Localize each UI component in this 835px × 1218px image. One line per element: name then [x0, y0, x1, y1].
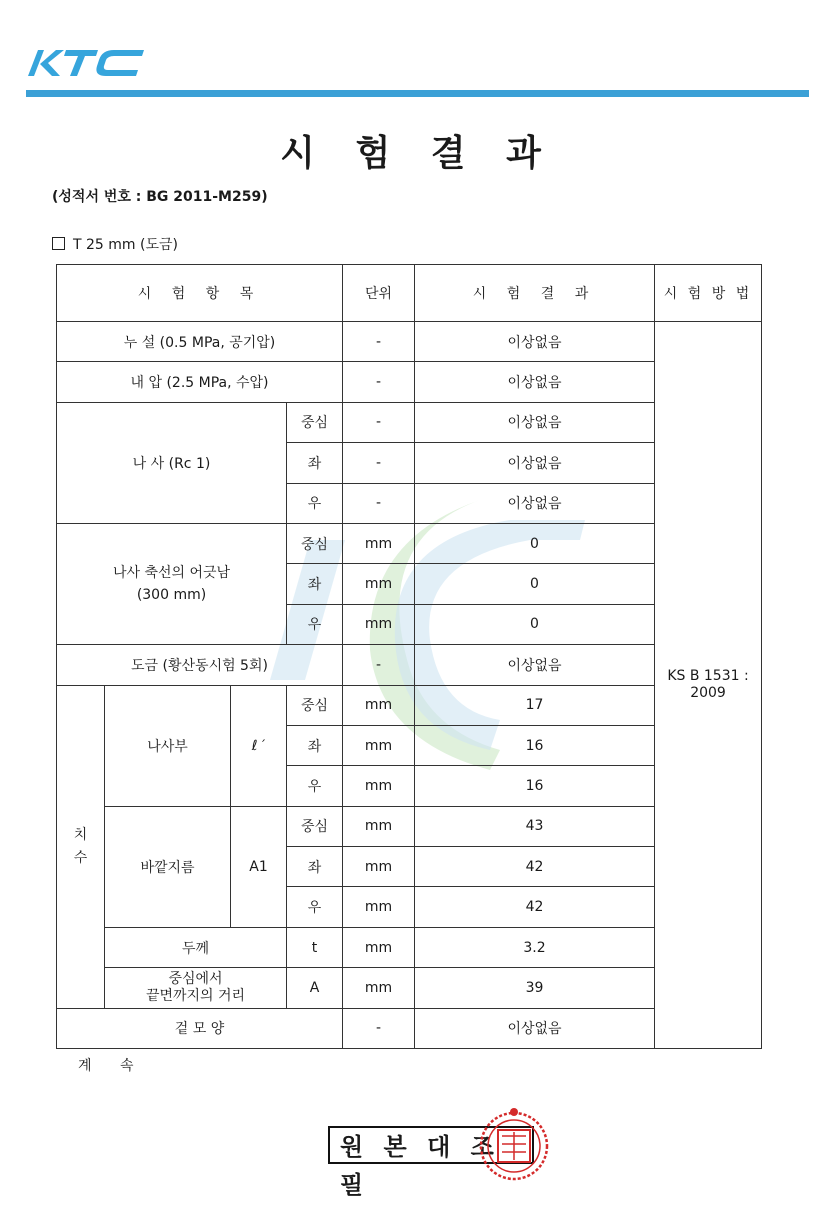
row-label [105, 968, 287, 1008]
row-position: 중심 [287, 685, 343, 725]
row-label-line1: 중심에서 [168, 971, 223, 988]
row-result: 이상없음 [415, 645, 655, 685]
row-unit: mm [343, 564, 415, 604]
row-label: 겉 모 양 [57, 1008, 343, 1048]
group-label: 나 사 (Rc 1) [57, 402, 287, 523]
row-position: 좌 [287, 564, 343, 604]
row-result: 이상없음 [415, 362, 655, 402]
header-method: 시 험 방 법 [655, 265, 762, 322]
row-unit: mm [343, 766, 415, 806]
row-position: 우 [287, 483, 343, 523]
dimension-label-bottom: 수 [73, 849, 88, 866]
row-result: 3.2 [415, 927, 655, 967]
row-result: 0 [415, 523, 655, 563]
row-label: 누 설 (0.5 MPa, 공기압) [57, 322, 343, 362]
row-position: 좌 [287, 847, 343, 887]
subgroup-symbol: A1 [231, 806, 287, 927]
row-label-line2: 끝면까지의 거리 [145, 987, 246, 1004]
table-row [57, 322, 762, 362]
row-result: 42 [415, 887, 655, 927]
group-label-line1: 나사 축선의 어긋남 [112, 564, 231, 581]
group-label-line2: (300 mm) [136, 587, 207, 604]
row-unit: mm [343, 604, 415, 644]
row-result: 이상없음 [415, 322, 655, 362]
header-unit: 단위 [343, 265, 415, 322]
row-unit: mm [343, 968, 415, 1008]
dimension-label-top: 치 [73, 827, 88, 844]
row-unit: mm [343, 523, 415, 563]
row-unit: mm [343, 685, 415, 725]
row-result: 43 [415, 806, 655, 846]
checkbox-icon [52, 237, 65, 250]
row-result: 42 [415, 847, 655, 887]
row-unit: - [343, 483, 415, 523]
continued-note: 계 속 [78, 1058, 146, 1074]
subgroup-symbol: ℓ ′ [231, 685, 287, 806]
row-unit: mm [343, 927, 415, 967]
row-unit: - [343, 645, 415, 685]
row-position: 중심 [287, 806, 343, 846]
row-unit: mm [343, 887, 415, 927]
section-heading [52, 234, 178, 254]
row-position: 우 [287, 604, 343, 644]
subgroup-label: 바깥지름 [105, 806, 231, 927]
certificate-number: (성적서 번호 : BG 2011-M259) [52, 189, 268, 205]
row-result: 이상없음 [415, 402, 655, 442]
row-position: 좌 [287, 725, 343, 765]
page-title: 시 험 결 과 [280, 133, 555, 174]
row-unit: - [343, 1008, 415, 1048]
row-result: 이상없음 [415, 443, 655, 483]
row-result: 이상없음 [415, 483, 655, 523]
header-result: 시 험 결 과 [415, 265, 655, 322]
row-label: 도금 (황산동시험 5회) [57, 645, 343, 685]
dimension-label [57, 685, 105, 1008]
row-result: 39 [415, 968, 655, 1008]
row-symbol: A [287, 968, 343, 1008]
row-position: 중심 [287, 523, 343, 563]
row-result: 16 [415, 766, 655, 806]
kctc-logo [26, 46, 146, 80]
original-verified-stamp: 원 본 대 조 필 [328, 1126, 534, 1164]
row-result: 17 [415, 685, 655, 725]
row-position: 좌 [287, 443, 343, 483]
results-table [56, 264, 762, 1049]
row-unit: - [343, 402, 415, 442]
row-symbol: t [287, 927, 343, 967]
row-unit: - [343, 322, 415, 362]
row-unit: - [343, 362, 415, 402]
header-bar [26, 90, 809, 97]
row-unit: mm [343, 725, 415, 765]
method-cell: KS B 1531 : 2009 [655, 322, 762, 1049]
header-item: 시 험 항 목 [57, 265, 343, 322]
row-unit: mm [343, 806, 415, 846]
row-label: 내 압 (2.5 MPa, 수압) [57, 362, 343, 402]
table-header-row [57, 265, 762, 322]
row-position: 중심 [287, 402, 343, 442]
row-unit: mm [343, 847, 415, 887]
row-result: 16 [415, 725, 655, 765]
red-seal-icon [478, 1106, 550, 1184]
row-result: 0 [415, 604, 655, 644]
row-unit: - [343, 443, 415, 483]
group-label [57, 523, 287, 644]
row-position: 우 [287, 766, 343, 806]
subgroup-label: 나사부 [105, 685, 231, 806]
row-position: 우 [287, 887, 343, 927]
row-label: 두께 [105, 927, 287, 967]
row-result: 이상없음 [415, 1008, 655, 1048]
row-result: 0 [415, 564, 655, 604]
section-label: T 25 mm (도금) [73, 237, 178, 253]
